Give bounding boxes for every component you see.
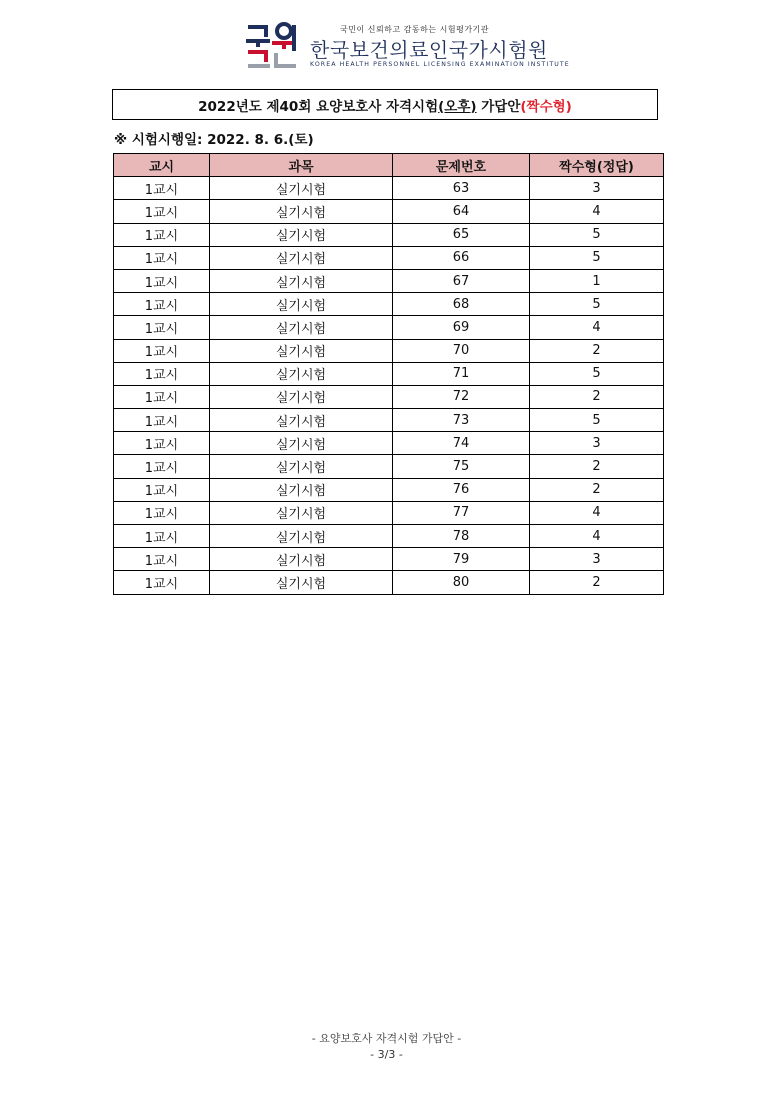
table-row <box>114 316 664 339</box>
cell-subject: 실기시험 <box>210 548 393 571</box>
table-row <box>114 362 664 385</box>
cell-period: 1교시 <box>114 525 210 548</box>
cell-subject: 실기시험 <box>210 200 393 223</box>
cell-answer: 4 <box>530 316 664 339</box>
kuhme-logo-mark <box>246 22 298 70</box>
cell-period: 1교시 <box>114 432 210 455</box>
cell-answer: 4 <box>530 501 664 524</box>
cell-period: 1교시 <box>114 200 210 223</box>
cell-question-number: 69 <box>393 316 530 339</box>
cell-answer: 5 <box>530 223 664 246</box>
table-row <box>114 478 664 501</box>
title-prefix: 2022년도 제40회 요양보호사 자격시험 <box>198 98 439 115</box>
title-middle: 가답안 <box>476 98 521 115</box>
table-row <box>114 525 664 548</box>
cell-question-number: 74 <box>393 432 530 455</box>
table-row <box>114 269 664 292</box>
cell-period: 1교시 <box>114 316 210 339</box>
cell-subject: 실기시험 <box>210 269 393 292</box>
cell-answer: 4 <box>530 525 664 548</box>
cell-answer: 2 <box>530 385 664 408</box>
cell-question-number: 77 <box>393 501 530 524</box>
cell-subject: 실기시험 <box>210 455 393 478</box>
cell-period: 1교시 <box>114 571 210 594</box>
cell-period: 1교시 <box>114 455 210 478</box>
table-header-row <box>114 154 664 177</box>
footer-title: - 요양보호사 자격시험 가답안 - <box>311 1032 462 1045</box>
exam-date: ※ 시험시행일: 2022. 8. 6.(토) <box>114 132 314 148</box>
cell-answer: 2 <box>530 571 664 594</box>
cell-answer: 5 <box>530 362 664 385</box>
institute-name: 한국보건의료인국가시험원 <box>310 38 548 62</box>
document-title <box>112 89 658 120</box>
cell-period: 1교시 <box>114 548 210 571</box>
answer-table <box>113 153 664 595</box>
cell-question-number: 71 <box>393 362 530 385</box>
cell-question-number: 73 <box>393 409 530 432</box>
cell-question-number: 75 <box>393 455 530 478</box>
cell-question-number: 76 <box>393 478 530 501</box>
cell-period: 1교시 <box>114 478 210 501</box>
cell-period: 1교시 <box>114 223 210 246</box>
cell-period: 1교시 <box>114 385 210 408</box>
table-row <box>114 293 664 316</box>
cell-question-number: 63 <box>393 177 530 200</box>
header-subject: 과목 <box>210 154 393 177</box>
logo-slogan: 국민이 신뢰하고 감동하는 시험평가기관 <box>340 25 490 34</box>
cell-subject: 실기시험 <box>210 385 393 408</box>
table-row <box>114 177 664 200</box>
table-row <box>114 571 664 594</box>
cell-answer: 5 <box>530 409 664 432</box>
cell-question-number: 78 <box>393 525 530 548</box>
table-row <box>114 409 664 432</box>
cell-period: 1교시 <box>114 409 210 432</box>
header-question-number: 문제번호 <box>393 154 530 177</box>
cell-answer: 5 <box>530 293 664 316</box>
cell-subject: 실기시험 <box>210 362 393 385</box>
cell-question-number: 67 <box>393 269 530 292</box>
cell-subject: 실기시험 <box>210 432 393 455</box>
cell-period: 1교시 <box>114 177 210 200</box>
cell-period: 1교시 <box>114 501 210 524</box>
cell-question-number: 79 <box>393 548 530 571</box>
cell-subject: 실기시험 <box>210 246 393 269</box>
page-number: - 3/3 - <box>370 1048 403 1061</box>
cell-period: 1교시 <box>114 339 210 362</box>
table-row <box>114 246 664 269</box>
cell-subject: 실기시험 <box>210 339 393 362</box>
cell-subject: 실기시험 <box>210 409 393 432</box>
cell-subject: 실기시험 <box>210 293 393 316</box>
answer-table-body <box>114 177 664 594</box>
cell-subject: 실기시험 <box>210 501 393 524</box>
cell-subject: 실기시험 <box>210 316 393 339</box>
cell-answer: 2 <box>530 455 664 478</box>
table-row <box>114 223 664 246</box>
cell-answer: 3 <box>530 432 664 455</box>
cell-question-number: 64 <box>393 200 530 223</box>
cell-subject: 실기시험 <box>210 478 393 501</box>
table-row <box>114 432 664 455</box>
institute-english-name: KOREA HEALTH PERSONNEL LICENSING EXAMINATION INSTITUTE <box>310 61 570 68</box>
title-type: (짝수형) <box>520 98 572 115</box>
cell-subject: 실기시험 <box>210 177 393 200</box>
title-session: (오후) <box>438 98 477 115</box>
cell-question-number: 70 <box>393 339 530 362</box>
institute-logo <box>246 22 570 70</box>
cell-answer: 3 <box>530 177 664 200</box>
cell-question-number: 65 <box>393 223 530 246</box>
cell-answer: 5 <box>530 246 664 269</box>
cell-answer: 4 <box>530 200 664 223</box>
cell-answer: 2 <box>530 478 664 501</box>
cell-subject: 실기시험 <box>210 223 393 246</box>
table-row <box>114 339 664 362</box>
cell-period: 1교시 <box>114 293 210 316</box>
cell-period: 1교시 <box>114 269 210 292</box>
cell-subject: 실기시험 <box>210 525 393 548</box>
cell-answer: 2 <box>530 339 664 362</box>
table-row <box>114 548 664 571</box>
cell-question-number: 68 <box>393 293 530 316</box>
table-row <box>114 385 664 408</box>
cell-question-number: 72 <box>393 385 530 408</box>
cell-question-number: 80 <box>393 571 530 594</box>
cell-period: 1교시 <box>114 362 210 385</box>
table-row <box>114 501 664 524</box>
cell-answer: 3 <box>530 548 664 571</box>
table-row <box>114 455 664 478</box>
table-row <box>114 200 664 223</box>
cell-subject: 실기시험 <box>210 571 393 594</box>
cell-answer: 1 <box>530 269 664 292</box>
cell-question-number: 66 <box>393 246 530 269</box>
header-period: 교시 <box>114 154 210 177</box>
cell-period: 1교시 <box>114 246 210 269</box>
header-answer: 짝수형(정답) <box>530 154 664 177</box>
